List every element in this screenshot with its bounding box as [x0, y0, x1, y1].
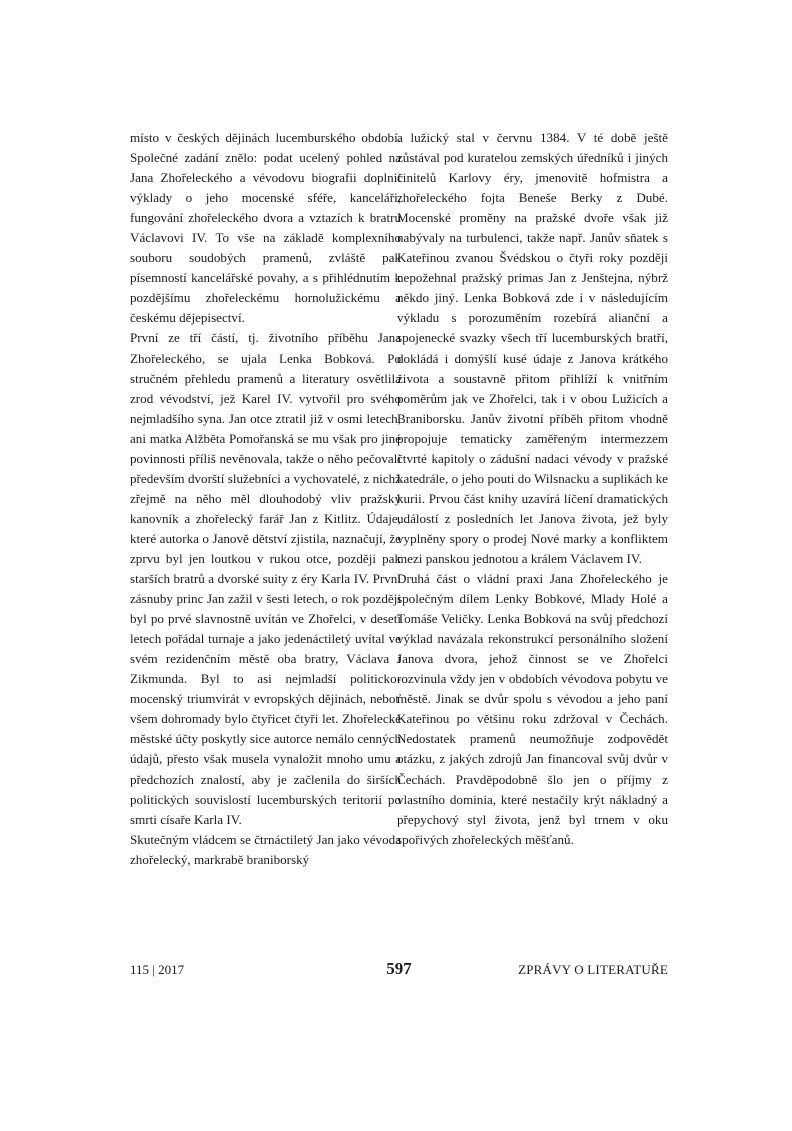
paragraph: První ze tří částí, tj. životního příběhu Jana Zhořeleckého, se ujala Lenka Bobková. Po stručném přehledu pramenů a literatury osvětlila zrod vévodství, jež Karel IV. vytvořil pro svého nejmladšího syna. Jan otce ztratil již v osmi letech, ani matka Alžběta Pomořanská se mu však pro jiné povinnosti příliš nevěnovala, takže o něho pečovali především dvorští služebníci a vychovatelé, z nichž zřejmě na něho měl dlouhodobý vliv pražský kanovník a zhořelecký farář Jan z Kitlitz. Údaje, které autorka o Janově dětství zjistila, naznačují, že zprvu byl jen loutkou v rukou otce, později pak starších bratrů a dvorské suity z éry Karla IV. První zásnuby princ Jan zažil v šesti letech, o rok později byl po prvé slavnostně uvítán ve Zhořelci, v deseti letech pořádal turnaje a jako jedenáctiletý uvítal ve svém rezidenčním městě oba bratry, Václava i Zikmunda. Byl to asi nejmladší politicko-mocenský triumvirát v evropských dějinách, neboť všem dohromady bylo čtyřicet čtyři let. Zhořelecké městské účty poskytly sice autorce nemálo cenných údajů, přesto však musela vynaložit mnoho umu a předchozích znalostí, aby je začlenila do širších politických souvislostí lucemburských teritorií po smrti císaře Karla IV. — [130, 330, 401, 827]
left-column — [130, 128, 401, 870]
paragraph: místo v českých dějinách lucemburského období. Společné zadání znělo: podat ucelený pohled na Jana Zhořeleckého a vévodovu biografii doplnit výklady o jeho mocenské sféře, kanceláři, fungování zhořeleckého dvora a vztazích k bratru Václavovi IV. To vše na základě komplexního souboru soudobých pramenů, zvláště pak písemností kancelářské povahy, a s přihlédnutím k pozdějšímu zhořeleckému hornolužickému a českému dějepisectví. — [130, 130, 401, 326]
page-number: 597 — [386, 959, 412, 978]
paragraph: Skutečným vládcem se čtrnáctiletý Jan jako vévoda zhořelecký, markrabě braniborský — [130, 831, 401, 867]
section-title: ZPRÁVY O LITERATUŘE — [518, 962, 668, 977]
paragraph: Druhá část o vládní praxi Jana Zhořeleckého je společným dílem Lenky Bobkové, Mlady Holé a Tomáše Veličky. Lenka Bobková na svůj předchozí výklad navázala rekonstrukcí personálního složení Janova dvora, jehož činnost se ve Zhořelci rozvinula vždy jen v obdobích vévodova pobytu ve městě. Jinak se dvůr spolu s vévodou a jeho paní Kateřinou po většinu roku zdržoval v Čechách. Nedostatek pramenů neumožňuje zodpovědět otázku, z jakých zdrojů Jan financoval svůj dvůr v Čechách. Pravděpodobně šlo jen o příjmy z vlastního dominia, které nestačily krýt nákladný a přepychový styl života, jenž byl trnem v oku spořivých zhořeleckých měšťanů. — [397, 571, 668, 847]
paragraph: a lužický stal v červnu 1384. V té době ještě zůstával pod kuratelou zemských úředníků i jiných činitelů Karlovy éry, jmenovitě hofmistra a zhořeleckého fojta Beneše Berky z Dubé. Mocenské proměny na pražské dvoře však již nabývaly na turbulenci, takže např. Janův sňatek s Kateřinou zvanou Švédskou o čtyři roky později nepožehnal pražský primas Jan z Jenštejna, nýbrž někdo jiný. Lenka Bobková zde i v následujícím výkladu s porozuměním rozebírá alianční a spojenecké svazky všech tří lucemburských bratří, dokládá i domýšlí kusé údaje z Janova krátkého života a soustavně přitom přihlíží k vnitřním poměrům jak ve Zhořelci, tak i v obou Lužicích a Braniborsku. Janův životní příběh přitom vhodně propojuje tematicky zaměřeným intermezzem čtvrté kapitoly o zádušní nadaci vévody v pražské katedrále, o jeho pouti do Wilsnacku a suplikách ke kurii. Prvou část knihy uzavírá líčení dramatických událostí z posledních let Janova života, jež byly vyplněny spory o prodej Nové marky a konfliktem mezi panskou jednotou a králem Václavem IV. — [397, 130, 668, 566]
page-footer — [130, 959, 668, 983]
issue-label: 115 | 2017 — [130, 962, 185, 977]
right-column — [397, 128, 668, 850]
